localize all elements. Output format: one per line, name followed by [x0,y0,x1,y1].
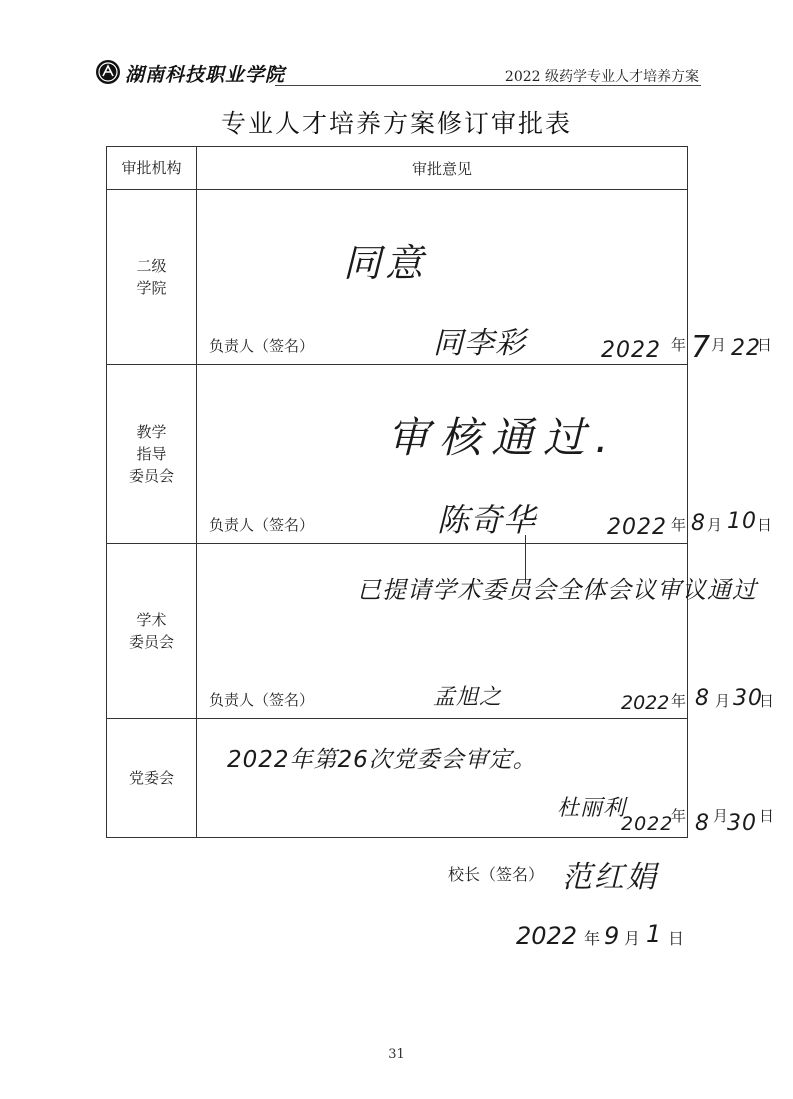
table-row [107,544,688,719]
handwritten-date-month: 8 [691,511,706,536]
handwritten-date-year: 2022 [601,338,661,363]
handwritten-date-month: 7 [691,330,712,365]
principal-handwritten-signature: 范红娟 [562,860,658,895]
signature-label: 负责人（签名） [209,691,315,709]
date-month-char: 月 [707,516,723,534]
date-day-char: 日 [757,336,773,354]
page-title: 专业人才培养方案修订审批表 [220,109,572,138]
principal-date-day: 1 [646,920,662,948]
opinion-cell [197,544,775,719]
org-cell [107,719,197,838]
org-label-line: 委员会 [128,633,174,651]
document-header-title: 2022 级药学专业人才培养方案 [504,69,699,85]
column-header-opinion: 审批意见 [197,147,688,190]
principal-date-year-char: 年 [584,929,601,948]
org-label-line: 二级 [136,257,167,275]
signature-label: 负责人（签名） [209,337,315,355]
date-month-char: 月 [713,807,729,825]
page-number: 31 [388,1047,405,1062]
org-label-line: 指导 [136,445,167,463]
org-cell [107,544,197,719]
principal-date-month: 9 [604,922,620,950]
handwritten-opinion: 审核通过. [387,413,619,462]
handwritten-opinion: 已提请学术委员会全体会议审议通过 [357,576,757,604]
date-year-char: 年 [671,692,687,710]
principal-date-month-char: 月 [624,929,641,948]
handwritten-signature: 同李彩 [433,326,526,361]
org-cell [107,190,197,365]
handwritten-date-year: 2022 [621,813,674,835]
handwritten-date-month: 8 [695,811,710,836]
handwritten-date-year: 2022 [621,692,670,714]
handwritten-signature: 陈奇华 [437,501,537,539]
handwritten-signature: 杜丽利 [557,796,627,821]
opinion-cell [197,719,775,838]
org-label-line: 党委会 [128,769,174,787]
school-emblem-icon [95,59,121,85]
handwritten-opinion: 同意 [343,241,428,285]
date-day-char: 日 [757,516,773,534]
handwritten-signature: 孟旭之 [433,685,503,710]
org-label-line: 学术 [136,611,167,629]
org-label-line: 学院 [136,279,167,297]
table-row [107,719,688,838]
handwritten-opinion: 2022年第26次党委会审定。 [227,747,537,773]
opinion-cell [197,190,773,365]
org-cell [107,365,197,544]
handwritten-date-month: 8 [695,686,710,711]
handwritten-date-day: 30 [727,811,757,836]
opinion-cell [197,365,773,544]
signature-label: 负责人（签名） [209,516,315,534]
table-header-row [107,147,688,190]
approval-table [106,146,775,838]
page-header [95,58,701,88]
date-day-char: 日 [759,807,775,825]
principal-signature-label: 校长（签名） [448,865,545,884]
handwritten-date-day: 30 [733,686,763,711]
date-year-char: 年 [671,807,687,825]
handwritten-date-day: 22 [731,336,761,361]
org-label-line: 教学 [136,423,167,441]
school-name-logo: 湖南科技职业学院 [125,64,286,86]
header-divider [275,85,701,86]
principal-date-year: 2022 [516,922,578,950]
handwritten-date-day: 10 [727,509,757,534]
date-year-char: 年 [671,336,687,354]
org-label-line: 委员会 [128,467,174,485]
principal-date-day-char: 日 [668,929,685,948]
date-day-char: 日 [759,692,775,710]
column-header-org: 审批机构 [107,147,197,190]
table-row [107,365,688,544]
date-month-char: 月 [711,336,727,354]
handwritten-date-year: 2022 [607,515,667,540]
date-month-char: 月 [715,692,731,710]
date-year-char: 年 [671,516,687,534]
table-row [107,190,688,365]
